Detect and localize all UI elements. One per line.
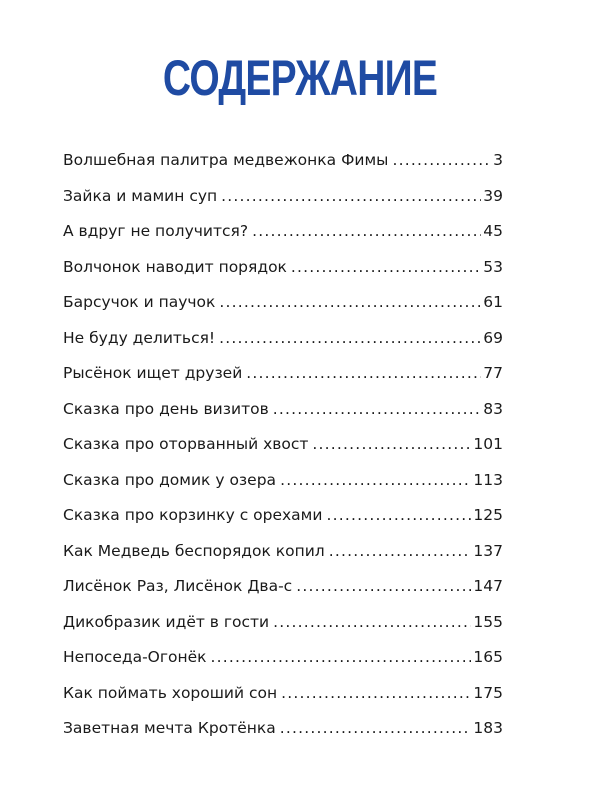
toc-leader-dots [280,470,471,490]
toc-leader-dots [326,505,471,525]
toc-entry-title: Не буду делиться! [63,328,216,347]
toc-leader-dots [252,221,481,241]
toc-entry-page: 155 [473,612,503,631]
toc-entry-title: Заветная мечта Кротёнка [63,719,276,737]
toc-entry-page: 113 [473,470,503,489]
toc-entry [63,186,503,222]
toc-entry-title: Лисёнок Раз, Лисёнок Два-с [63,577,293,595]
toc-leader-dots [281,683,471,703]
toc-entry-page: 183 [473,719,503,737]
toc-entry-title: Как поймать хороший сон [63,683,278,702]
toc-leader-dots [273,399,482,419]
toc-entry-page: 125 [473,506,503,524]
toc-entry-page: 3 [493,151,503,169]
toc-entry [63,612,503,648]
toc-entry-title: Сказка про корзинку с орехами [63,506,323,524]
toc-entry [63,683,503,719]
toc-entry [63,292,503,328]
toc-leader-dots [280,718,472,738]
toc-entry-title: Сказка про день визитов [63,399,269,418]
table-of-contents [63,150,503,754]
toc-entry [63,505,503,541]
toc-entry [63,257,503,293]
page-title: СОДЕРЖАНИЕ [162,50,438,106]
toc-entry [63,576,503,612]
toc-leader-dots [296,576,471,596]
toc-leader-dots [291,257,481,277]
toc-entry-page: 77 [483,364,503,382]
toc-leader-dots [221,186,481,206]
toc-entry-title: Волшебная палитра медвежонка Фимы [63,151,389,169]
toc-entry-title: Непоседа-Огонёк [63,648,207,666]
toc-leader-dots [211,647,472,667]
toc-entry [63,434,503,470]
toc-entry [63,647,503,683]
toc-entry-title: Волчонок наводит порядок [63,257,287,276]
toc-entry [63,399,503,435]
toc-entry-title: Сказка про домик у озера [63,470,277,489]
toc-entry-title: А вдруг не получится? [63,222,249,240]
toc-entry-page: 69 [483,328,503,347]
toc-entry-page: 147 [473,577,503,595]
toc-leader-dots [329,541,472,561]
toc-entry-page: 165 [473,648,503,666]
toc-entry [63,150,503,186]
toc-entry-page: 61 [483,293,503,311]
toc-leader-dots [246,363,481,383]
toc-entry-page: 137 [473,541,503,560]
toc-entry [63,328,503,364]
toc-entry-title: Дикобразик идёт в гости [63,612,270,631]
toc-leader-dots [392,150,491,170]
toc-leader-dots [312,434,471,454]
toc-leader-dots [219,328,481,348]
toc-entry-title: Зайка и мамин суп [63,186,218,205]
toc-entry-page: 39 [483,186,503,205]
toc-entry [63,718,503,754]
toc-entry-page: 175 [473,683,503,702]
toc-entry-page: 101 [473,435,503,453]
toc-entry [63,541,503,577]
toc-entry-title: Рысёнок ищет друзей [63,364,243,382]
toc-entry-title: Сказка про оторванный хвост [63,435,309,453]
toc-entry [63,221,503,257]
toc-leader-dots [273,612,471,632]
toc-leader-dots [219,292,481,312]
toc-entry [63,470,503,506]
toc-entry-title: Барсучок и паучок [63,293,216,311]
toc-entry-page: 45 [483,222,503,240]
toc-entry-page: 53 [483,257,503,276]
toc-entry-title: Как Медведь беспорядок копил [63,541,325,560]
toc-entry [63,363,503,399]
toc-entry-page: 83 [483,399,503,418]
